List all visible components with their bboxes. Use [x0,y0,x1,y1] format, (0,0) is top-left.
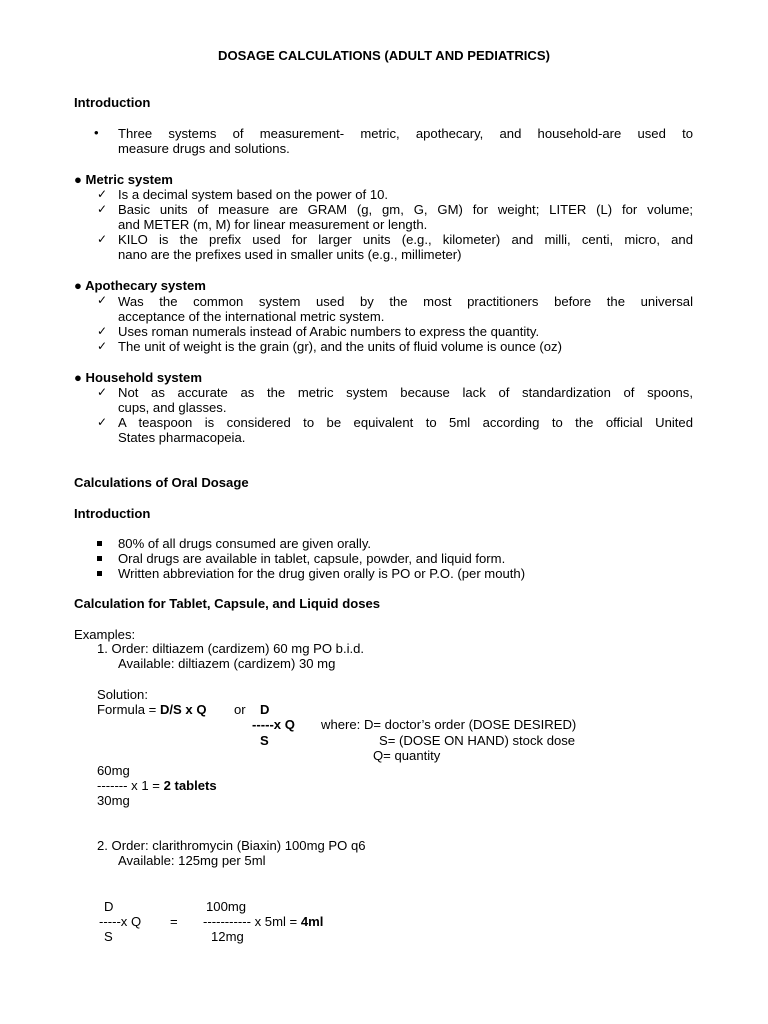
square-bullet-icon [97,571,102,576]
checkmark-icon: ✓ [97,187,108,201]
example1-fraction [97,778,217,793]
metric-heading [74,172,173,187]
example2-result: 4ml [300,914,324,929]
formula-where-2: S= (DOSE ON HAND) stock dose [379,733,576,748]
apothecary-item-2: Uses roman numerals instead of Arabic numbers to express the quantity. [118,324,540,339]
example2-d: D [104,899,114,914]
square-bullet-icon [97,556,102,561]
examples-label: Examples: [74,627,136,642]
apothecary-item-1b: acceptance of the international metric system. [118,309,385,324]
metric-item-2b: and METER (m, M) for linear measurement or length. [118,217,428,232]
formula-bold: D/S x Q [159,702,207,717]
metric-item-1: Is a decimal system based on the power of 10. [118,187,389,202]
formula-where-3: Q= quantity [373,748,441,763]
checkmark-icon: ✓ [97,232,108,246]
formula-line [97,702,207,717]
metric-item-3: KILO is the prefix used for larger units (e.g., kilometer) and milli, centi, micro, and [118,232,693,247]
solution-label: Solution: [97,687,148,702]
bullet-icon: • [94,125,99,140]
example2-fraction [203,914,323,929]
example1-fraction-bar: ------- x 1 = [97,778,164,793]
example2-numerator: 100mg [206,899,247,914]
oral-item-3: Written abbreviation for the drug given orally is PO or P.O. (per mouth) [118,566,526,581]
apothecary-heading [74,278,206,293]
example2-available: Available: 125mg per 5ml [118,853,266,868]
example1-denominator: 30mg [97,793,130,808]
example1-numerator: 60mg [97,763,130,778]
household-item-2: A teaspoon is considered to be equivalent to 5ml according to the official United [118,415,693,430]
bullet-icon: ● [74,278,86,293]
checkmark-icon: ✓ [97,339,108,353]
metric-item-2: Basic units of measure are GRAM (g, gm, G, GM) for weight; LITER (L) for volume; [118,202,693,217]
household-heading [74,370,202,385]
metric-heading-label: Metric system [85,172,173,187]
apothecary-item-3: The unit of weight is the grain (gr), and the units of fluid volume is ounce (oz) [118,339,562,354]
bullet-icon: ● [74,172,86,187]
square-bullet-icon [97,541,102,546]
example2-left: -----x Q [99,914,142,929]
example2-denominator: 12mg [211,929,244,944]
intro-bullet-line2: measure drugs and solutions. [118,141,290,156]
formula-d: D [260,702,270,717]
household-heading-label: Household system [85,370,202,385]
oral-heading: Calculations of Oral Dosage [74,475,249,490]
example1-result: 2 tablets [163,778,217,793]
household-item-1b: cups, and glasses. [118,400,227,415]
checkmark-icon: ✓ [97,415,108,429]
example2-equals: = [170,914,178,929]
formula-prefix: Formula = [97,702,160,717]
example2-order: 2. Order: clarithromycin (Biaxin) 100mg PO q6 [97,838,366,853]
oral-intro-heading: Introduction [74,506,151,521]
formula-dash: -----x Q [252,717,295,732]
apothecary-item-1: Was the common system used by the most practitioners before the universal [118,294,693,309]
checkmark-icon: ✓ [97,293,108,307]
calc-heading: Calculation for Tablet, Capsule, and Liquid doses [74,596,381,611]
bullet-icon: ● [74,370,86,385]
intro-bullet-line1: Three systems of measurement- metric, apothecary, and household-are used to [118,126,693,141]
checkmark-icon: ✓ [97,324,108,338]
page-title: DOSAGE CALCULATIONS (ADULT AND PEDIATRICS) [218,48,550,63]
oral-item-2: Oral drugs are available in tablet, capsule, powder, and liquid form. [118,551,506,566]
household-item-1: Not as accurate as the metric system because lack of standardization of spoons, [118,385,693,400]
metric-item-3b: nano are the prefixes used in smaller units (e.g., millimeter) [118,247,462,262]
example2-s: S [104,929,113,944]
formula-where-1: where: D= doctor’s order (DOSE DESIRED) [321,717,577,732]
checkmark-icon: ✓ [97,202,108,216]
example1-available: Available: diltiazem (cardizem) 30 mg [118,656,336,671]
apothecary-heading-label: Apothecary system [85,278,206,293]
formula-or: or [234,702,246,717]
example2-fraction-bar: ----------- x 5ml = [203,914,301,929]
example1-order: 1. Order: diltiazem (cardizem) 60 mg PO b.i.d. [97,641,365,656]
oral-item-1: 80% of all drugs consumed are given orally. [118,536,372,551]
household-item-2b: States pharmacopeia. [118,430,246,445]
checkmark-icon: ✓ [97,385,108,399]
intro-heading: Introduction [74,95,151,110]
formula-s: S [260,733,269,748]
